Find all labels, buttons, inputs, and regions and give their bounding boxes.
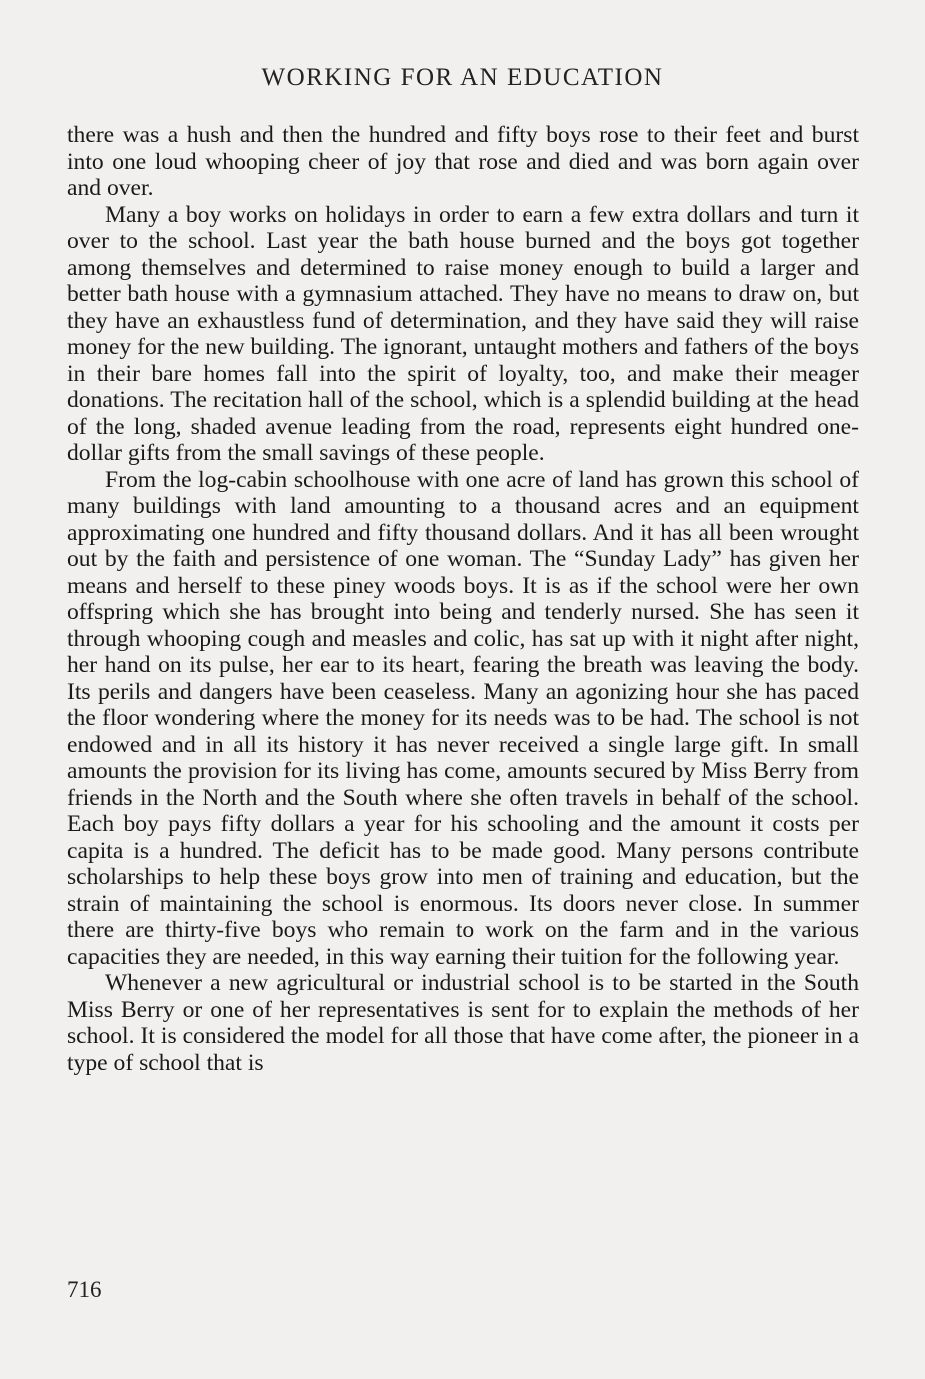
body-text [67,122,859,1076]
paragraph-continuation: there was a hush and then the hundred and fifty boys rose to their feet and burst into one loud whooping cheer of joy that rose and died and was born again over and over. [67,122,859,201]
paragraph-new-school: Whenever a new agricultural or industrial school is to be started in the South Miss Berry or one of her representatives is sent for to explain the methods of her school. It is considered the model for all those that have come after, the pioneer in a type of school that is [67,970,859,1076]
running-head-title: WORKING FOR AN EDUCATION [261,64,664,91]
paragraph-log-cabin: From the log-cabin schoolhouse with one acre of land has grown this school of many buildings with land amounting to a thousand acres and an equipment approximating one hundred and fifty thousand dollars. And it has all been wrought out by the faith and persistence of one woman. The “Sunday Lady” has given her means and herself to these piney woods boys. It is as if the school were her own offspring which she has brought into being and tenderly nursed. She has seen it through whooping cough and measles and colic, has sat up with it night after night, her hand on its pulse, her ear to its heart, fearing the breath was leaving the body. Its perils and dangers have been ceaseless. Many an agonizing hour she has paced the floor wondering where the money for its needs was to be had. The school is not endowed and in all its history it has never received a single large gift. In small amounts the provision for its living has come, amounts secured by Miss Berry from friends in the North and the South where she often travels in behalf of the school. Each boy pays fifty dollars a year for his schooling and the amount it costs per capita is a hundred. The deficit has to be made good. Many persons contribute scholarships to help these boys grow into men of training and education, but the strain of maintaining the school is enormous. Its doors never close. In summer there are thirty-five boys who remain to work on the farm and in the various capacities they are needed, in this way earning their tuition for the following year. [67,466,859,970]
paragraph-holidays: Many a boy works on holidays in order to earn a few extra dollars and turn it over to the school. Last year the bath house burned and the boys got together among themselves and determined to raise money enough to build a larger and better bath house with a gymnasium attached. They have no means to draw on, but they have an exhaustless fund of determination, and they have said they will raise money for the new building. The ignorant, untaught mothers and fathers of the boys in their bare homes fall into the spirit of loyalty, too, and make their meager donations. The recitation hall of the school, which is a splendid building at the head of the long, shaded avenue leading from the road, represents eight hundred one-dollar gifts from the small savings of these people. [67,201,859,466]
page-number: 716 [67,1277,102,1302]
